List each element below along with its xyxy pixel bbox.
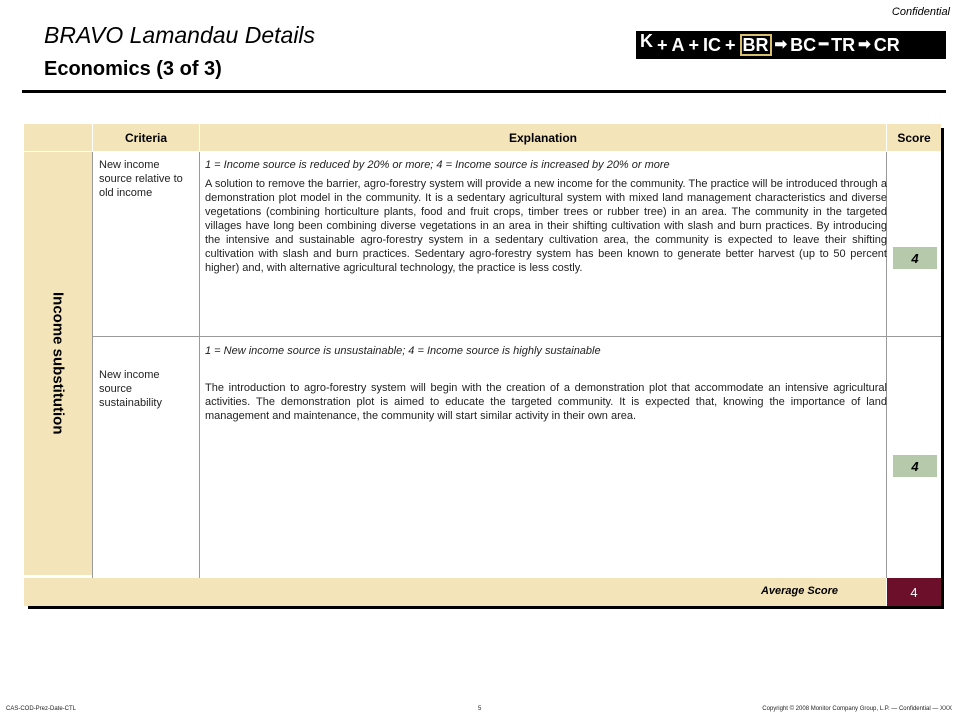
average-score-label: Average Score	[760, 585, 838, 597]
column-divider	[92, 152, 93, 578]
footer-copyright: Copyright © 2008 Monitor Company Group, L.P. — Confidential — XXX	[762, 706, 952, 712]
header-score: Score	[887, 124, 941, 151]
footer-page-number: 5	[478, 706, 482, 712]
row-1-score: 4	[893, 247, 937, 269]
row-1-scoring-rule: 1 = Income source is reduced by 20% or more; 4 = Income source is increased by 20% or more	[205, 159, 670, 171]
footer-doc-id: CAS-COD-Prez-Date-CTL	[6, 706, 77, 712]
arrow-right-icon: ➡	[774, 36, 788, 53]
row-1-criteria: New income source relative to old income	[99, 159, 183, 199]
header-explanation: Explanation	[200, 124, 886, 151]
flow-plus: +	[725, 35, 736, 55]
flow-plus: +	[688, 35, 700, 55]
process-flow-banner	[636, 31, 946, 59]
column-divider	[199, 152, 200, 578]
row-2-scoring-rule: 1 = New income source is unsustainable; 4 = Income source is highly sustainable	[205, 345, 601, 357]
average-score-bar	[24, 578, 886, 606]
row-1-explanation: A solution to remove the barrier, agro-forestry system will provide a new income for the community. The practice will be introduced through a demonstration plot model in the community. It is a sedentary agricultural system with mixed land management characteristics and diverse vegetations (combining horticulture plants, food and fruit crops, timber trees or rubber tree) in an area. The community in the targeted villages have long been combining diverse vegetations in an area in their shifting cultivation with slash and burn practices. By introducing the intensive and sustainable agro-forestry system in a sedentary cultivation area, the community is expected to leave their shifting cultivation with slash and burn practices. Sedentary agro-forestry system has been known to generate better harvest (up to 50 percent higher) and, with alternative agricultural technology, the practice is less costly.	[205, 178, 887, 274]
category-panel	[24, 152, 92, 575]
flow-bc: BC	[790, 35, 817, 55]
criteria-table	[24, 124, 941, 606]
confidential-label: Confidential	[891, 6, 950, 18]
category-label: Income substitution	[49, 292, 67, 435]
average-score-value: 4	[887, 578, 941, 606]
row-2-score: 4	[893, 455, 937, 477]
row-2-explanation: The introduction to agro-forestry system will begin with the creation of a demonstration plot that accommodate an intensive agricultural activities. The demonstration plot is aimed to educate the targeted community. It is expected that, knowing the importance of land management and maintenance, the community will start similar activity in their own area.	[205, 382, 887, 422]
flow-cr: CR	[873, 35, 900, 55]
row-divider	[92, 336, 941, 337]
flow-tr: TR	[831, 35, 856, 55]
title-divider	[22, 90, 946, 93]
header-cell-blank	[24, 124, 92, 151]
dash-connector-icon: ━	[819, 36, 829, 53]
flow-a: A	[671, 35, 685, 55]
page-title: BRAVO Lamandau Details	[44, 22, 316, 48]
page-subtitle: Economics (3 of 3)	[44, 58, 222, 80]
flow-k: K	[640, 31, 653, 51]
table-shadow-right	[941, 128, 944, 609]
flow-ic: IC	[703, 35, 722, 55]
row-2-criteria: New income source sustainability	[99, 369, 162, 409]
header-criteria: Criteria	[93, 124, 199, 151]
arrow-right-icon: ➡	[858, 36, 871, 53]
flow-br-highlighted: BR	[740, 34, 772, 56]
flow-plus: +	[657, 35, 668, 55]
table-shadow-bottom	[28, 606, 944, 609]
